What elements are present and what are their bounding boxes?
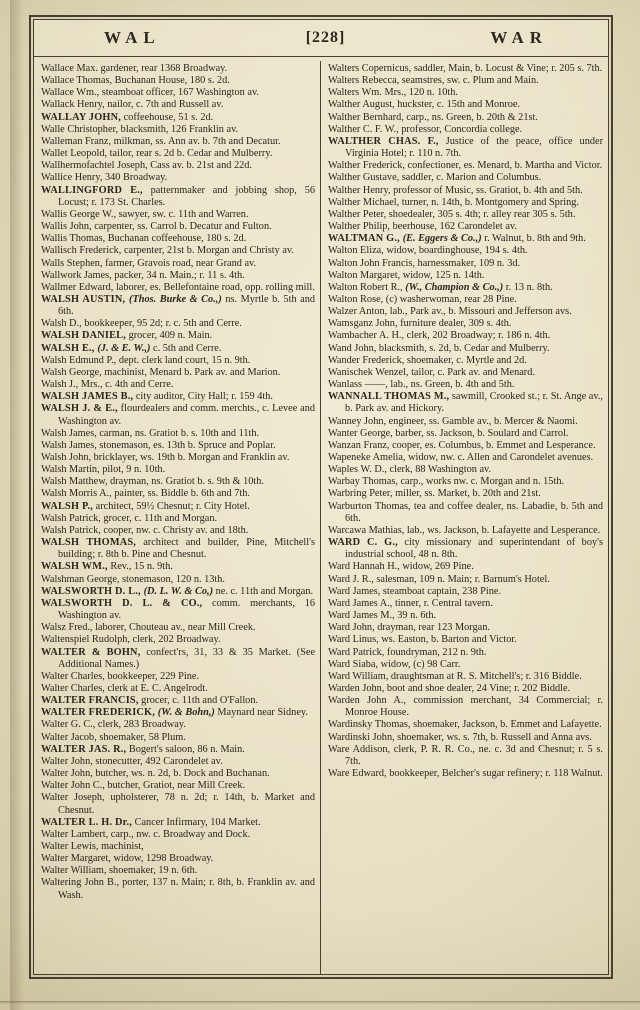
directory-entry bbox=[41, 671, 315, 683]
entry-text: Walter Margaret, widow, 1298 Broadway. bbox=[41, 853, 214, 865]
directory-entry bbox=[41, 792, 315, 816]
entry-text: Walsh Patrick, cooper, nw. c. Christy av. and 18th. bbox=[41, 524, 249, 536]
directory-entry bbox=[328, 330, 603, 342]
directory-entry bbox=[328, 671, 603, 683]
entry-text: Ward Patrick, foundryman, 212 n. 9th. bbox=[328, 646, 487, 658]
entry-text: Ware Edward, bookkeeper, Belcher's sugar refinery; r. 118 Walnut. bbox=[328, 768, 603, 780]
entry-text: Walter Joseph, upholsterer, 78 n. 2d; r. 14th, b. Market and Chesnut. bbox=[41, 792, 315, 816]
directory-entry bbox=[328, 428, 603, 440]
directory-entry bbox=[41, 695, 315, 707]
directory-entry bbox=[41, 136, 315, 148]
directory-entry bbox=[41, 185, 315, 209]
entry-text: coffeehouse, 51 s. 2d. bbox=[121, 111, 214, 123]
entry-text: Wardinsky Thomas, shoemaker, Jackson, b. Emmet and Lafayette. bbox=[328, 719, 602, 731]
directory-entry bbox=[41, 683, 315, 695]
entry-text: Wamsganz John, furniture dealer, 309 s. 4th. bbox=[328, 318, 512, 330]
directory-entry bbox=[41, 647, 315, 671]
entry-text: Waltenspiel Rudolph, clerk, 202 Broadway. bbox=[41, 634, 221, 646]
directory-entry bbox=[328, 586, 603, 598]
entry-text: Warden John, boot and shoe dealer, 24 Vine; r. 202 Biddle. bbox=[328, 682, 571, 694]
entry-name-caps: WALSH J. & E., bbox=[41, 403, 118, 415]
entry-text: r. Walnut, b. 8th and 9th. bbox=[481, 233, 586, 245]
entry-text: Wallwork James, packer, 34 n. Main.; r. 11 s. 4th. bbox=[41, 269, 245, 281]
directory-entry bbox=[41, 574, 315, 586]
entry-text: Wallace Wm., steamboat officer, 167 Washington av. bbox=[41, 87, 260, 99]
entry-text: Maynard near Sidney. bbox=[214, 707, 308, 719]
directory-entry bbox=[328, 440, 603, 452]
directory-entry bbox=[328, 355, 603, 367]
entry-name-caps: WALTER FRANCIS, bbox=[41, 695, 139, 707]
directory-entry bbox=[41, 513, 315, 525]
page-border bbox=[29, 15, 613, 979]
directory-entry bbox=[328, 647, 603, 659]
entry-text: Wander Frederick, shoemaker, c. Myrtle and 2d. bbox=[328, 354, 527, 366]
entry-text: Walter G. C., clerk, 283 Broadway. bbox=[41, 719, 186, 731]
directory-entry bbox=[41, 634, 315, 646]
entry-text: Wallace Thomas, Buchanan House, 180 s. 2d. bbox=[41, 75, 230, 87]
entry-name-caps: WALSWORTH D. L., bbox=[41, 585, 144, 597]
entry-text: Walter Jacob, shoemaker, 58 Plum. bbox=[41, 731, 186, 743]
directory-entry bbox=[328, 318, 603, 330]
entry-name-caps: WALSH DANIEL, bbox=[41, 330, 126, 342]
entry-text: Walter Charles, bookkeeper, 229 Pine. bbox=[41, 670, 200, 682]
page-number: [228] bbox=[305, 29, 346, 46]
directory-entry bbox=[328, 561, 603, 573]
entry-name-caps: WALSWORTH D. L. & CO., bbox=[41, 597, 203, 609]
entry-text: Bogert's saloon, 86 n. Main. bbox=[126, 743, 245, 755]
directory-entry bbox=[328, 282, 603, 294]
directory-entry bbox=[328, 391, 603, 415]
entry-text: Walter William, shoemaker, 19 n. 6th. bbox=[41, 865, 198, 877]
entry-name-caps: WALTMAN G., bbox=[328, 233, 403, 245]
entry-text: Wanlass ——, lab., ns. Green, b. 4th and 5th. bbox=[328, 379, 515, 391]
directory-entry bbox=[41, 476, 315, 488]
entry-firm-italic: (E. Eggers & Co.,) bbox=[402, 233, 482, 245]
directory-entry bbox=[328, 233, 603, 245]
directory-entry bbox=[41, 391, 315, 403]
directory-entry bbox=[328, 610, 603, 622]
directory-entry bbox=[328, 488, 603, 500]
directory-entry bbox=[41, 428, 315, 440]
directory-entry bbox=[41, 318, 315, 330]
entry-text: r. 13 n. 8th. bbox=[503, 281, 553, 293]
entry-text: Walsh Matthew, drayman, ns. Gratiot b. s. 9th & 10th. bbox=[41, 476, 265, 488]
directory-entry bbox=[41, 768, 315, 780]
directory-entry bbox=[41, 501, 315, 513]
entry-text: Warbay Thomas, carp., works nw. c. Morgan and n. 15th. bbox=[328, 476, 565, 488]
entry-text: Walther Gustave, saddler, c. Marion and Columbus. bbox=[328, 172, 542, 184]
entry-text: ns. Myrtle b. 5th and 6th. bbox=[58, 293, 316, 318]
directory-entry bbox=[41, 343, 315, 355]
directory-entry bbox=[328, 245, 603, 257]
entry-text: Wanney John, engineer, ss. Gamble av., b. Mercer & Naomi. bbox=[328, 415, 578, 427]
entry-text: Justice of the peace, office under Virginia Hotel; r. 110 n. 7th. bbox=[345, 135, 603, 160]
directory-entry bbox=[328, 172, 603, 184]
running-header bbox=[34, 20, 608, 57]
entry-text: confect'rs, 31, 33 & 35 Market. (See Additional Names.) bbox=[58, 646, 316, 670]
entry-text: Wand John, blacksmith, s. 2d, b. Cedar and Mulberry. bbox=[328, 342, 550, 354]
directory-entry bbox=[41, 112, 315, 124]
directory-entry bbox=[41, 233, 315, 245]
entry-text: Walsh Martin, pilot, 9 n. 10th. bbox=[41, 464, 166, 476]
entry-text: city missionary and superintendant of boy's industrial school, 48 n. 8th. bbox=[345, 537, 603, 561]
directory-entry bbox=[41, 877, 315, 901]
directory-entry bbox=[328, 258, 603, 270]
entry-text: flourdealers and comm. merchts., c. Levee and Washington av. bbox=[58, 403, 315, 427]
entry-firm-italic: (D. L. W. & Co,) bbox=[143, 585, 214, 597]
entry-text: Walle Christopher, blacksmith, 126 Franklin av. bbox=[41, 123, 239, 135]
entry-text: sawmill, Crooked st.; r. St. Ange av., b. Park av. and Hickory. bbox=[345, 391, 604, 415]
directory-entry bbox=[41, 817, 315, 829]
directory-entry bbox=[41, 853, 315, 865]
entry-text: Walter Charles, clerk at E. C. Angelrodt. bbox=[41, 682, 208, 694]
directory-entry bbox=[328, 270, 603, 282]
entry-name-caps: WALSH THOMAS, bbox=[41, 537, 137, 549]
directory-entry bbox=[41, 87, 315, 99]
directory-entry bbox=[41, 160, 315, 172]
directory-entry bbox=[328, 379, 603, 391]
entry-text: Wallis Thomas, Buchanan coffeehouse, 180 s. 2d. bbox=[41, 233, 247, 245]
entry-text: Walsh James, stonemason, es. 13th b. Spruce and Poplar. bbox=[41, 439, 276, 451]
directory-entry bbox=[41, 403, 315, 427]
directory-entry bbox=[41, 829, 315, 841]
entry-text: Walter John, butcher, ws. n. 2d, b. Dock and Buchanan. bbox=[41, 768, 270, 780]
directory-entry bbox=[328, 160, 603, 172]
entry-text: Ward James A., tinner, r. Central tavern. bbox=[328, 597, 493, 609]
directory-entry bbox=[41, 780, 315, 792]
directory-entry bbox=[41, 732, 315, 744]
directory-entry bbox=[328, 221, 603, 233]
directory-entry bbox=[41, 63, 315, 75]
directory-entry bbox=[41, 464, 315, 476]
directory-entry bbox=[41, 355, 315, 367]
entry-text: Walsh Edmund P., dept. clerk land court, 15 n. 9th. bbox=[41, 354, 251, 366]
entry-text: Warburton Thomas, tea and coffee dealer, ns. Labadie, b. 5th and 6th. bbox=[328, 500, 603, 524]
entry-text: Walter John C., butcher, Gratiot, near Mill Creek. bbox=[41, 780, 246, 792]
entry-text: Walsh John, bricklayer, ws. 19th b. Morgan and Franklin av. bbox=[41, 452, 290, 463]
entry-text: Waltering John B., porter, 137 n. Main; r. 8th, b. Franklin av. and Wash. bbox=[41, 877, 315, 901]
directory-entry bbox=[328, 416, 603, 428]
entry-text: Walton Rose, (c) washerwoman, rear 28 Pine. bbox=[328, 293, 517, 305]
right-column bbox=[321, 61, 608, 974]
entry-text: Wardinski John, shoemaker, ws. s. 7th, b. Russell and Anna avs. bbox=[328, 731, 592, 743]
entry-name-caps: WALSH AUSTIN, bbox=[41, 293, 130, 305]
directory-entry bbox=[328, 343, 603, 355]
header-right-word: WAR bbox=[490, 28, 548, 47]
directory-entry bbox=[41, 270, 315, 282]
directory-columns bbox=[34, 57, 608, 974]
directory-entry bbox=[328, 622, 603, 634]
entry-text: Wallis George W., sawyer, sw. c. 11th and Warren. bbox=[41, 208, 249, 220]
entry-text: Ward James M., 39 n. 6th. bbox=[328, 610, 437, 622]
entry-text: Ward William, draughtsman at R. S. Mitchell's; r. 316 Biddle. bbox=[328, 670, 582, 682]
directory-entry bbox=[41, 719, 315, 731]
entry-text: Walther Michael, turner, n. 14th, b. Montgomery and Spring. bbox=[328, 196, 579, 208]
directory-entry bbox=[328, 306, 603, 318]
entry-text: Ward James, steamboat captain, 238 Pine. bbox=[328, 585, 502, 597]
entry-text: Wallisch Frederick, carpenter, 21st b. Morgan and Christy av. bbox=[41, 245, 294, 257]
directory-entry bbox=[41, 841, 315, 853]
entry-text: Walleman Franz, milkman, ss. Ann av. b. 7th and Decatur. bbox=[41, 135, 281, 147]
entry-name-caps: WALSH E., bbox=[41, 342, 98, 354]
entry-name-caps: WALTER & BOHN, bbox=[41, 646, 141, 658]
directory-entry bbox=[41, 586, 315, 598]
entry-name-caps: WALTER JAS. R., bbox=[41, 743, 127, 755]
directory-entry bbox=[328, 634, 603, 646]
entry-name-caps: WALSH P., bbox=[41, 500, 94, 512]
entry-text: Walton Margaret, widow, 125 n. 14th. bbox=[328, 269, 485, 281]
directory-entry bbox=[328, 209, 603, 221]
entry-text: Walsh Patrick, grocer, c. 11th and Morgan. bbox=[41, 512, 218, 524]
entry-text: grocer, c. 11th and O'Fallon. bbox=[138, 695, 259, 707]
entry-text: Walther Peter, shoedealer, 305 s. 4th; r. alley rear 305 s. 5th. bbox=[328, 208, 576, 220]
entry-text: Walsz Fred., laborer, Chouteau av., near Mill Creek. bbox=[41, 622, 256, 634]
directory-entry bbox=[41, 172, 315, 184]
directory-entry bbox=[328, 476, 603, 488]
directory-entry bbox=[328, 744, 603, 768]
directory-entry bbox=[328, 683, 603, 695]
entry-text: Wallace Max. gardener, rear 1368 Broadway. bbox=[41, 63, 228, 74]
entry-text: Walsh James, carman, ns. Gratiot b. s. 10th and 11th. bbox=[41, 427, 260, 439]
entry-text: Walther C. F. W., professor, Concordia college. bbox=[328, 123, 523, 135]
entry-text: Wanzan Franz, cooper, es. Columbus, b. Emmet and Lesperance. bbox=[328, 439, 596, 451]
entry-firm-italic: (J. & E. W.,) bbox=[97, 342, 151, 354]
entry-text: Walther Philip, beerhouse, 162 Carondelet av. bbox=[328, 221, 517, 233]
directory-entry bbox=[41, 622, 315, 634]
directory-entry bbox=[328, 99, 603, 111]
directory-entry bbox=[41, 124, 315, 136]
entry-text: architect and builder, Pine, Mitchell's building; r. 8th b. Pine and Chesnut. bbox=[58, 537, 316, 561]
entry-text: Walters Rebecca, seamstres, sw. c. Plum and Main. bbox=[328, 75, 539, 87]
entry-text: Warcawa Mathias, lab., ws. Jackson, b. Lafayette and Lesperance. bbox=[328, 524, 601, 536]
entry-text: Ward J. R., salesman, 109 n. Main; r. Barnum's Hotel. bbox=[328, 573, 550, 585]
entry-text: Walther Frederick, confectioner, es. Menard, b. Martha and Victor. bbox=[328, 160, 603, 172]
entry-text: patternmaker and jobbing shop, 56 Locust; r. 173 St. Charles. bbox=[58, 184, 315, 208]
entry-firm-italic: (Thos. Burke & Co.,) bbox=[129, 293, 222, 305]
directory-entry bbox=[41, 488, 315, 500]
directory-entry bbox=[328, 659, 603, 671]
directory-entry bbox=[41, 330, 315, 342]
directory-entry bbox=[41, 707, 315, 719]
directory-entry bbox=[328, 464, 603, 476]
directory-entry bbox=[328, 574, 603, 586]
entry-name-caps: WALSH JAMES B., bbox=[41, 391, 134, 403]
directory-entry bbox=[328, 501, 603, 525]
directory-entry bbox=[328, 598, 603, 610]
entry-text: Ward Siaba, widow, (c) 98 Carr. bbox=[328, 658, 461, 670]
directory-entry bbox=[328, 112, 603, 124]
entry-text: Wallhermofachtel Joseph, Cass av. b. 21st and 22d. bbox=[41, 160, 252, 172]
directory-entry bbox=[328, 87, 603, 99]
directory-entry bbox=[41, 379, 315, 391]
entry-text: Warbring Peter, miller, ss. Market, b. 20th and 21st. bbox=[328, 488, 541, 500]
directory-entry bbox=[41, 440, 315, 452]
entry-text: Wapeneke Amelia, widow, nw. c. Allen and Carondelet avenues. bbox=[328, 452, 594, 463]
entry-text: Wambacher A. H., clerk, 202 Broadway; r. 186 n. 4th. bbox=[328, 330, 551, 342]
entry-text: comm. merchants, 16 Washington av. bbox=[58, 597, 315, 622]
entry-name-caps: WALTER L. H. Dr., bbox=[41, 816, 133, 828]
entry-text: Wallis John, carpenter, ss. Carrol b. Decatur and Fulton. bbox=[41, 221, 272, 233]
directory-entry bbox=[328, 537, 603, 561]
directory-entry bbox=[41, 148, 315, 160]
entry-text: Walzer Anton, lab., Park av., b. Missouri and Jefferson avs. bbox=[328, 306, 572, 318]
entry-text: Walsh Morris A., painter, ss. Biddle b. 6th and 7th. bbox=[41, 488, 250, 500]
entry-name-caps: WALSH WM., bbox=[41, 561, 108, 573]
directory-entry bbox=[41, 282, 315, 294]
directory-entry bbox=[41, 294, 315, 318]
directory-entry bbox=[41, 525, 315, 537]
entry-text: Walton John Francis, harnessmaker, 109 n. 3d. bbox=[328, 257, 521, 269]
entry-name-caps: WALTER FREDERICK, bbox=[41, 707, 158, 719]
directory-entry bbox=[41, 756, 315, 768]
directory-entry bbox=[41, 99, 315, 111]
entry-name-caps: WALLAY JOHN, bbox=[41, 111, 122, 123]
entry-text: Walshman George, stonemason, 120 n. 13th. bbox=[41, 573, 226, 585]
page-inner-border bbox=[33, 19, 609, 975]
directory-entry bbox=[41, 537, 315, 561]
directory-entry bbox=[41, 75, 315, 87]
entry-text: Walsh J., Mrs., c. 4th and Cerre. bbox=[41, 379, 174, 391]
directory-entry bbox=[328, 525, 603, 537]
entry-text: grocer, 409 n. Main. bbox=[126, 330, 213, 342]
entry-text: Cancer Infirmary, 104 Market. bbox=[132, 816, 261, 828]
directory-entry bbox=[328, 124, 603, 136]
directory-entry bbox=[41, 561, 315, 573]
entry-text: Walls Stephen, farmer, Gravois road, near Grand av. bbox=[41, 257, 257, 269]
entry-text: Walton Robert R., bbox=[328, 281, 406, 293]
entry-text: Walton Eliza, widow, boardinghouse, 194 s. 4th. bbox=[328, 245, 528, 257]
entry-text: Walter Lambert, carp., nw. c. Broadway and Dock. bbox=[41, 828, 251, 840]
directory-entry bbox=[328, 452, 603, 464]
entry-name-caps: WARD C. G., bbox=[328, 537, 398, 549]
entry-text: ne. c. 11th and Morgan. bbox=[213, 585, 314, 597]
directory-entry bbox=[41, 209, 315, 221]
entry-firm-italic: (W. & Bohn,) bbox=[157, 707, 215, 719]
directory-entry bbox=[328, 63, 603, 75]
directory-entry bbox=[328, 719, 603, 731]
entry-text: Walther August, huckster, c. 15th and Monroe. bbox=[328, 99, 521, 111]
entry-text: Ward Hannah H., widow, 269 Pine. bbox=[328, 561, 474, 573]
entry-text: Ware Addison, clerk, P. R. R. Co., ne. c. 3d and Chesnut; r. 5 s. 7th. bbox=[328, 743, 603, 767]
entry-text: architect, 59½ Chesnut; r. City Hotel. bbox=[93, 500, 250, 512]
entry-name-caps: WALTHER CHAS. F., bbox=[328, 135, 439, 147]
entry-text: Ward Linus, ws. Easton, b. Barton and Victor. bbox=[328, 634, 517, 646]
directory-entry bbox=[41, 865, 315, 877]
entry-text: Wallet Leopold, tailor, rear s. 2d b. Cedar and Mulberry. bbox=[41, 148, 273, 160]
entry-text: Walsh D., bookkeeper, 95 2d; r. c. 5th and Cerre. bbox=[41, 318, 242, 330]
entry-text: Walters Wm. Mrs., 120 n. 10th. bbox=[328, 87, 458, 99]
entry-text: c. 5th and Cerre. bbox=[150, 342, 222, 354]
entry-text: Wallack Henry, nailor, c. 7th and Russell av. bbox=[41, 99, 224, 111]
entry-text: Wanischek Wenzel, tailor, c. Park av. and Menard. bbox=[328, 366, 535, 378]
entry-name-caps: WALLINGFORD E., bbox=[41, 184, 143, 196]
entry-text: Walters Copernicus, saddler, Main, b. Locust & Vine; r. 205 s. 7th. bbox=[328, 63, 603, 74]
entry-firm-italic: (W., Champion & Co.,) bbox=[405, 281, 504, 293]
directory-entry bbox=[328, 768, 603, 780]
directory-entry bbox=[41, 367, 315, 379]
directory-entry bbox=[41, 245, 315, 257]
directory-entry bbox=[328, 136, 603, 160]
directory-entry bbox=[328, 732, 603, 744]
directory-entry bbox=[41, 258, 315, 270]
directory-entry bbox=[328, 695, 603, 719]
entry-name-caps: WANNALL THOMAS M., bbox=[328, 391, 450, 403]
entry-text: Waples W. D., clerk, 88 Washington av. bbox=[328, 464, 492, 476]
entry-text: Wanter George, barber, ss. Jackson, b. Soulard and Carrol. bbox=[328, 427, 569, 439]
entry-text: city auditor, City Hall; r. 159 4th. bbox=[133, 391, 273, 403]
directory-entry bbox=[328, 75, 603, 87]
directory-entry bbox=[328, 294, 603, 306]
entry-text: Wallice Henry, 340 Broadway. bbox=[41, 172, 168, 184]
entry-text: Walter John, stonecutter, 492 Carondelet av. bbox=[41, 755, 223, 767]
entry-text: Walther Henry, professor of Music, ss. Gratiot, b. 4th and 5th. bbox=[328, 184, 583, 196]
directory-entry bbox=[41, 452, 315, 464]
directory-entry bbox=[328, 185, 603, 197]
directory-entry bbox=[328, 197, 603, 209]
entry-text: Wallmer Edward, laborer, es. Bellefontaine road, opp. rolling mill. bbox=[41, 281, 315, 293]
entry-text: Walther Bernhard, carp., ns. Green, b. 20th & 21st. bbox=[328, 111, 538, 123]
header-left-word: WAL bbox=[104, 28, 161, 47]
directory-entry bbox=[41, 221, 315, 233]
entry-text: Ward John, drayman, rear 123 Morgan. bbox=[328, 622, 490, 634]
directory-entry bbox=[328, 367, 603, 379]
entry-text: Warden John A., commission merchant, 34 Commercial; r. Monroe House. bbox=[328, 695, 603, 719]
entry-text: Rev., 15 n. 9th. bbox=[107, 561, 173, 573]
directory-entry bbox=[41, 744, 315, 756]
entry-text: Walsh George, machinist, Menard b. Park av. and Marion. bbox=[41, 366, 281, 378]
left-column bbox=[34, 61, 321, 974]
entry-text: Walter Lewis, machinist, bbox=[41, 841, 144, 852]
directory-entry bbox=[41, 598, 315, 622]
